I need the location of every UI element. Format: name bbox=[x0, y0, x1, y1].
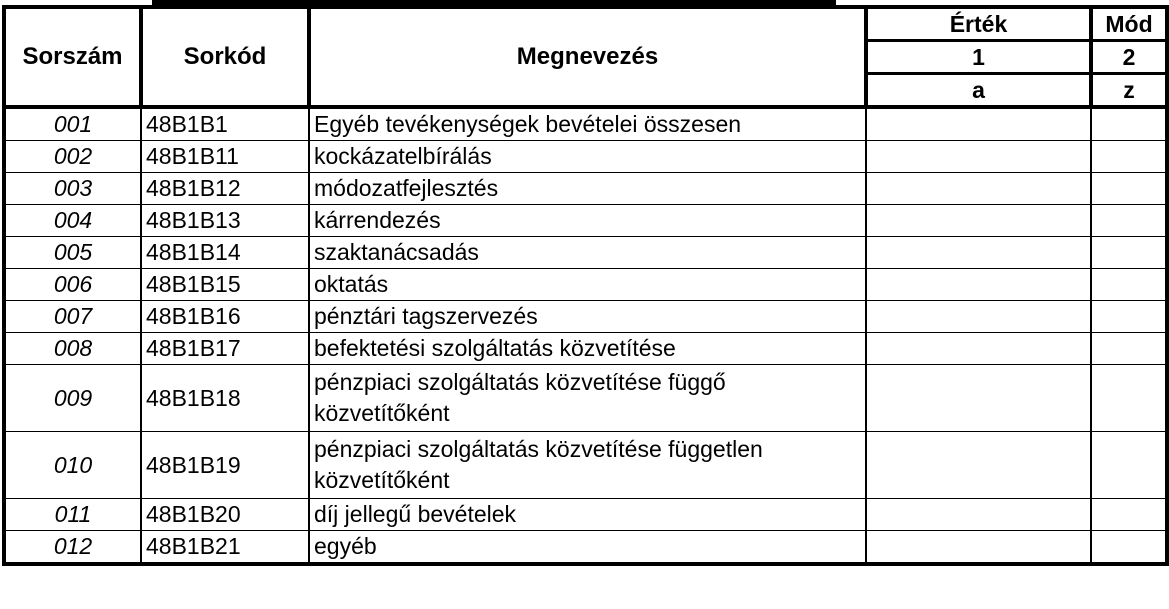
row-mod-cell[interactable] bbox=[1091, 269, 1167, 301]
row-sorkod: 48B1B1 bbox=[141, 107, 309, 141]
row-sorszam: 005 bbox=[4, 237, 141, 269]
row-megnevezes: befektetési szolgáltatás közvetítése bbox=[309, 333, 866, 365]
table-row bbox=[4, 173, 1167, 205]
row-mod-cell[interactable] bbox=[1091, 237, 1167, 269]
row-sorszam: 001 bbox=[4, 107, 141, 141]
header-sorszam: Sorszám bbox=[4, 7, 141, 107]
row-megnevezes: kockázatelbírálás bbox=[309, 141, 866, 173]
table-row bbox=[4, 531, 1167, 565]
row-sorszam: 002 bbox=[4, 141, 141, 173]
row-ertek-cell[interactable] bbox=[866, 205, 1091, 237]
row-mod-cell[interactable] bbox=[1091, 205, 1167, 237]
table-body bbox=[4, 107, 1167, 564]
table-row bbox=[4, 333, 1167, 365]
row-ertek-cell[interactable] bbox=[866, 141, 1091, 173]
row-sorkod: 48B1B12 bbox=[141, 173, 309, 205]
table-row bbox=[4, 499, 1167, 531]
row-ertek-cell[interactable] bbox=[866, 333, 1091, 365]
table-row bbox=[4, 301, 1167, 333]
row-mod-cell[interactable] bbox=[1091, 365, 1167, 432]
row-sorszam: 011 bbox=[4, 499, 141, 531]
row-sorszam: 006 bbox=[4, 269, 141, 301]
table-row bbox=[4, 141, 1167, 173]
row-megnevezes: oktatás bbox=[309, 269, 866, 301]
row-sorkod: 48B1B14 bbox=[141, 237, 309, 269]
row-sorszam: 008 bbox=[4, 333, 141, 365]
row-mod-cell[interactable] bbox=[1091, 333, 1167, 365]
row-megnevezes: Egyéb tevékenységek bevételei összesen bbox=[309, 107, 866, 141]
header-sorkod: Sorkód bbox=[141, 7, 309, 107]
table-header bbox=[4, 7, 1167, 107]
row-sorszam: 009 bbox=[4, 365, 141, 432]
table-row bbox=[4, 269, 1167, 301]
header-megnevezes: Megnevezés bbox=[309, 7, 866, 107]
row-megnevezes: szaktanácsadás bbox=[309, 237, 866, 269]
row-mod-cell[interactable] bbox=[1091, 107, 1167, 141]
row-megnevezes: egyéb bbox=[309, 531, 866, 565]
table-row bbox=[4, 107, 1167, 141]
row-megnevezes: módozatfejlesztés bbox=[309, 173, 866, 205]
row-mod-cell[interactable] bbox=[1091, 432, 1167, 499]
row-sorkod: 48B1B15 bbox=[141, 269, 309, 301]
row-ertek-cell[interactable] bbox=[866, 499, 1091, 531]
row-sorkod: 48B1B17 bbox=[141, 333, 309, 365]
row-megnevezes: kárrendezés bbox=[309, 205, 866, 237]
row-mod-cell[interactable] bbox=[1091, 141, 1167, 173]
row-sorszam: 007 bbox=[4, 301, 141, 333]
table-row bbox=[4, 237, 1167, 269]
header-mod-col-code: z bbox=[1091, 74, 1167, 108]
header-mod-col-number: 2 bbox=[1091, 41, 1167, 74]
row-sorkod: 48B1B16 bbox=[141, 301, 309, 333]
table-row bbox=[4, 432, 1167, 499]
row-ertek-cell[interactable] bbox=[866, 269, 1091, 301]
row-ertek-cell[interactable] bbox=[866, 237, 1091, 269]
data-table bbox=[2, 5, 1169, 566]
row-megnevezes: díj jellegű bevételek bbox=[309, 499, 866, 531]
row-sorszam: 012 bbox=[4, 531, 141, 565]
row-megnevezes: pénzpiaci szolgáltatás közvetítése független közvetítőként bbox=[309, 432, 866, 499]
row-ertek-cell[interactable] bbox=[866, 432, 1091, 499]
row-sorkod: 48B1B20 bbox=[141, 499, 309, 531]
row-megnevezes: pénztári tagszervezés bbox=[309, 301, 866, 333]
table-row bbox=[4, 205, 1167, 237]
row-sorkod: 48B1B11 bbox=[141, 141, 309, 173]
header-ertek-col-number: 1 bbox=[866, 41, 1091, 74]
row-mod-cell[interactable] bbox=[1091, 531, 1167, 565]
header-mod: Mód bbox=[1091, 7, 1167, 41]
row-ertek-cell[interactable] bbox=[866, 301, 1091, 333]
row-sorszam: 004 bbox=[4, 205, 141, 237]
header-ertek: Érték bbox=[866, 7, 1091, 41]
row-ertek-cell[interactable] bbox=[866, 531, 1091, 565]
row-sorkod: 48B1B21 bbox=[141, 531, 309, 565]
row-ertek-cell[interactable] bbox=[866, 107, 1091, 141]
row-sorszam: 010 bbox=[4, 432, 141, 499]
row-sorkod: 48B1B18 bbox=[141, 365, 309, 432]
row-ertek-cell[interactable] bbox=[866, 173, 1091, 205]
row-ertek-cell[interactable] bbox=[866, 365, 1091, 432]
row-sorkod: 48B1B19 bbox=[141, 432, 309, 499]
row-sorkod: 48B1B13 bbox=[141, 205, 309, 237]
header-ertek-col-code: a bbox=[866, 74, 1091, 108]
row-sorszam: 003 bbox=[4, 173, 141, 205]
row-mod-cell[interactable] bbox=[1091, 499, 1167, 531]
row-megnevezes: pénzpiaci szolgáltatás közvetítése függő közvetítőként bbox=[309, 365, 866, 432]
table-row bbox=[4, 365, 1167, 432]
row-mod-cell[interactable] bbox=[1091, 301, 1167, 333]
row-mod-cell[interactable] bbox=[1091, 173, 1167, 205]
